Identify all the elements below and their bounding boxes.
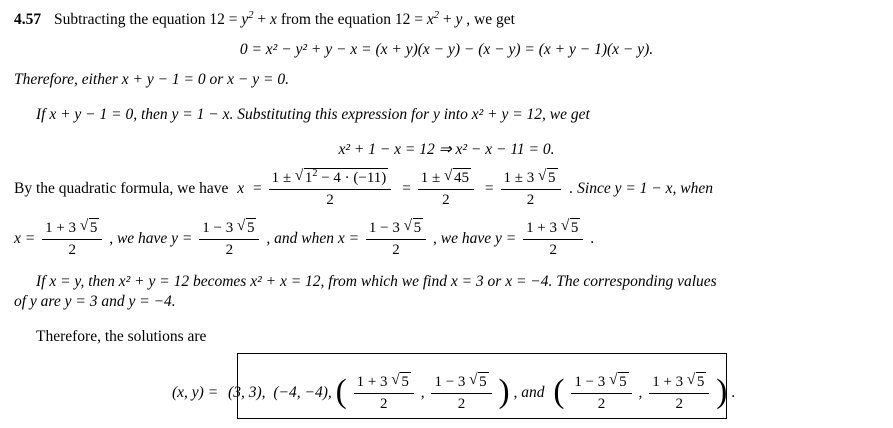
quadratic-formula-line (14, 168, 713, 211)
qv-end-period: . (590, 229, 595, 247)
qv-fraction-1-denominator: 2 (68, 241, 76, 258)
qv-fraction-2-numerator: 1 − 3 √ 5 (199, 217, 259, 240)
quadratic-f2-sqrt (444, 167, 471, 188)
quadratic-f1-sqrt (295, 167, 388, 188)
answer-fraction-2 (431, 371, 491, 414)
qv-fraction-1-numerator: 1 + 3 √ 5 (42, 217, 102, 240)
qv-f3-radicand: 5 (413, 220, 422, 236)
answer-fraction-4-denominator: 2 (675, 395, 684, 412)
qv-mid-2: , and when x = (266, 229, 360, 247)
answer-fraction-3-denominator: 2 (597, 395, 606, 412)
qv-f2-sqrt (237, 217, 257, 238)
equation-substituted: x² + 1 − x = 12 ⇒ x² − x − 11 = 0. (338, 141, 555, 158)
qv-fraction-1 (42, 217, 102, 260)
qv-f2-radicand: 5 (246, 220, 255, 236)
quadratic-f3-radicand: 5 (548, 170, 556, 186)
answer-comma-2: , (638, 383, 643, 401)
case-two-line-1: If x = y, then x² + y = 12 becomes x² + x = 12, from which we find x = 3 or x = −4. The corresponding values (36, 273, 717, 290)
qv-mid-1: , we have y = (109, 229, 193, 247)
line-therefore-either: Therefore, either x + y − 1 = 0 or x − y = 0. (14, 71, 289, 88)
qv-f1-radicand: 5 (89, 220, 98, 236)
qv-f1-sqrt (80, 217, 100, 238)
answer-f1-radicand: 5 (401, 374, 409, 390)
quadratic-f3-sqrt (538, 167, 558, 188)
problem-term-ysq: $y^2$ (241, 9, 254, 28)
qv-fraction-2 (199, 217, 259, 260)
qv-f4-sqrt (561, 217, 581, 238)
answer-f2-radicand: 5 (479, 374, 487, 390)
answer-fraction-1 (354, 371, 414, 414)
answer-and: , and (513, 383, 545, 401)
equation-factorization: 0 = x² − y² + y − x = (x + y)(x − y) − (x − y) = (x + y − 1)(x − y). (239, 41, 654, 58)
quadratic-fraction-3 (501, 167, 561, 210)
quadratic-f2-radicand: 45 (454, 170, 470, 186)
answer-f4-sqrt (687, 371, 707, 392)
problem-term-y: y (455, 11, 463, 28)
problem-number: 4.57 (14, 11, 42, 28)
problem-term-x: x (270, 11, 277, 28)
answer-pair-2: (−4, −4), (273, 383, 332, 401)
answer-comma-1: , (420, 383, 425, 401)
case-two-line-2: of y are y = 3 and y = −4. (14, 293, 176, 310)
answer-fraction-4 (649, 371, 709, 414)
qv-fraction-4-numerator: 1 + 3 √ 5 (523, 217, 583, 240)
qv-f4-radicand: 5 (570, 220, 579, 236)
quadratic-fraction-3-denominator: 2 (526, 191, 535, 208)
quadratic-fraction-2-numerator: 1 ± √ 45 (418, 167, 474, 190)
answer-paren-close-2: ) (716, 373, 728, 411)
quadratic-f1-radicand: $1^2 - 4 \cdot (-11)$ (304, 168, 387, 186)
answer-f3-radicand: 5 (619, 374, 627, 390)
line-if-case: If x + y − 1 = 0, then y = 1 − x. Substituting this expression for y into x² + y = 12, we get (36, 106, 590, 123)
quadratic-fraction-1-numerator (269, 167, 392, 190)
qv-fraction-3-denominator: 2 (392, 241, 400, 258)
quadratic-equals-3: = (484, 179, 494, 197)
answer-fraction-3 (571, 371, 631, 414)
answer-fraction-1-denominator: 2 (379, 395, 388, 412)
qv-fraction-4 (523, 217, 583, 260)
answer-pair-1: (3, 3), (228, 383, 266, 401)
qv-mid-3: , we have y = (433, 229, 517, 247)
problem-intro-part2: + (257, 11, 267, 28)
answer-fraction-4-numerator: 1 + 3 √ 5 (649, 371, 709, 394)
problem-statement-line (14, 10, 515, 29)
quadratic-tail-text: . Since y = 1 − x, when (569, 179, 713, 197)
problem-intro-part5: , we get (466, 11, 515, 28)
answer-f4-radicand: 5 (696, 374, 705, 390)
answer-fraction-2-denominator: 2 (457, 395, 466, 412)
answer-f2-sqrt (469, 371, 489, 392)
answer-paren-close-1: ) (498, 373, 510, 411)
answer-fraction-1-numerator: 1 + 3 √ 5 (354, 371, 414, 394)
answer-fraction-3-numerator: 1 − 3 √ 5 (571, 371, 631, 394)
quadratic-fraction-2 (418, 167, 474, 210)
answer-period: . (731, 383, 736, 401)
problem-intro-part1: Subtracting the equation 12 = (54, 11, 238, 28)
qv-fraction-2-denominator: 2 (225, 241, 234, 258)
qv-fraction-3 (366, 217, 426, 260)
qv-fraction-4-denominator: 2 (549, 241, 557, 258)
quadratic-fraction-1 (269, 167, 392, 210)
answer-line (172, 372, 735, 415)
qv-fraction-3-numerator: 1 − 3 √ 5 (366, 217, 426, 240)
problem-intro-part4: + (442, 11, 452, 28)
quadratic-x-label: x (237, 179, 245, 197)
answer-fraction-2-numerator: 1 − 3 √ 5 (431, 371, 491, 394)
quadratic-f1-num-pre: 1 ± (271, 170, 292, 186)
quadratic-fraction-2-denominator: 2 (442, 191, 450, 208)
quadratic-values-line (14, 218, 594, 261)
answer-paren-open-2: ( (553, 373, 565, 411)
qv-f3-sqrt (404, 217, 424, 238)
answer-f1-sqrt (391, 371, 411, 392)
problem-term-xsq: $x^2$ (426, 9, 440, 28)
quadratic-equals-1: = (252, 179, 262, 197)
qv-x-equals: x = (14, 229, 36, 247)
quadratic-fraction-3-numerator: 1 ± 3 √ 5 (501, 167, 561, 190)
conclusion-line: Therefore, the solutions are (36, 328, 207, 345)
problem-intro-part3: from the equation 12 = (280, 11, 423, 28)
answer-f3-sqrt (609, 371, 629, 392)
answer-lead: (x, y) = (172, 383, 219, 401)
quadratic-fraction-1-denominator: 2 (326, 191, 334, 208)
answer-paren-open-1: ( (335, 373, 347, 411)
quadratic-lead-text: By the quadratic formula, we have (14, 179, 229, 197)
quadratic-equals-2: = (402, 179, 411, 197)
